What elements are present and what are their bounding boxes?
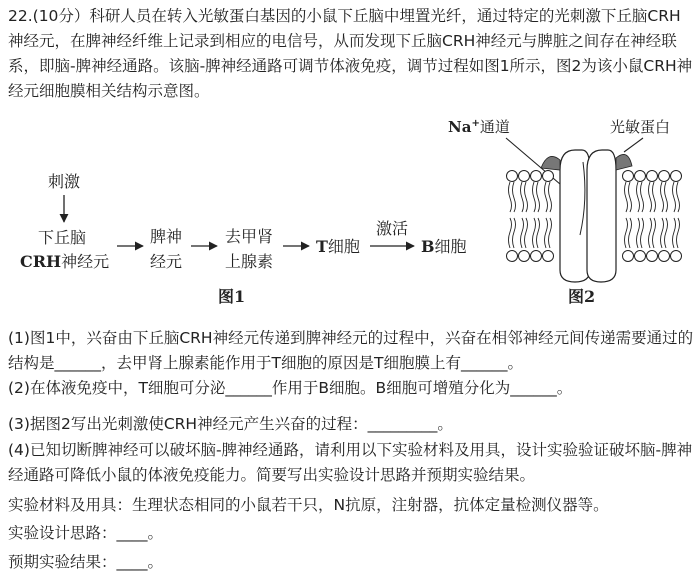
phospholipid-head-bottom (507, 251, 518, 262)
figure-2 (448, 118, 682, 306)
phospholipid-head-top (647, 171, 658, 182)
fig1-caption: 图1 (218, 287, 246, 306)
question-1: (1)图1中，兴奋由下丘脑CRH神经元传递到脾神经元的过程中，兴奋在相邻神经元间传递需要通过的结构是______，去甲肾上腺素能作用于T细胞的原因是T细胞膜上有______。 (8, 329, 694, 372)
fig2-na-channel-label (448, 118, 510, 136)
phospholipid-head-top (543, 171, 554, 182)
phospholipid-head-bottom (531, 251, 542, 262)
phospholipid-head-top (659, 171, 670, 182)
phospholipid-tail-top (545, 182, 552, 212)
phospholipid-tail-top (533, 182, 540, 212)
phospholipid-tail-bottom (545, 218, 552, 248)
fig1-node1-neuron: 神经元 (61, 252, 110, 271)
fig1-activate-label: 激活 (376, 219, 409, 238)
fig1-node2-line1: 脾神 (150, 227, 183, 246)
figures (0, 106, 700, 316)
phospholipid-tail-bottom (521, 218, 528, 248)
phospholipid-tail-bottom (661, 218, 668, 248)
phospholipid-head-bottom (647, 251, 658, 262)
phospholipid-head-top (671, 171, 682, 182)
fig1-node5-b: B (421, 237, 435, 256)
fig2-na-plus: + (471, 118, 480, 129)
light-sensitive-protein-right (616, 154, 632, 170)
materials-line: 实验材料及用具：生理状态相同的小鼠若干只，N抗原，注射器，抗体定量检测仪器等。 (8, 496, 609, 514)
question-3: (3)据图2写出光刺激使CRH神经元产生兴奋的过程：_________。 (8, 415, 453, 433)
fig1-node1-line2 (20, 252, 109, 271)
phospholipid-tail-bottom (625, 218, 632, 248)
phospholipid-tail-top (637, 182, 644, 212)
fig1-node4-cell: 细胞 (327, 237, 360, 256)
phospholipid-head-top (531, 171, 542, 182)
fig1-node4-t: T (316, 237, 328, 256)
phospholipid-tail-top (625, 182, 632, 212)
figure-1 (20, 172, 467, 306)
na-channel-protein (560, 150, 616, 282)
phospholipid-head-top (635, 171, 646, 182)
fig1-node2-line2: 经元 (150, 252, 183, 271)
phospholipid-tail-top (661, 182, 668, 212)
phospholipid-head-top (507, 171, 518, 182)
phospholipid-head-bottom (659, 251, 670, 262)
question-4: (4)已知切断脾神经可以破坏脑-脾神经通路，请利用以下实验材料及用具，设计实验验证破坏脑-脾神经通路可降低小鼠的体液免疫能力。简要写出实验设计思路并预期实验结果。 (8, 441, 693, 484)
fig1-node1-line1: 下丘脑 (38, 228, 87, 247)
fig2-protein-pointer (624, 138, 643, 152)
fig2-protein-label: 光敏蛋白 (610, 118, 671, 136)
phospholipid-head-top (623, 171, 634, 182)
fig1-stimulus-label: 刺激 (48, 172, 81, 191)
phospholipid-tail-bottom (637, 218, 644, 248)
fig1-node3-line1: 去甲肾 (225, 227, 274, 246)
light-sensitive-protein-left (541, 156, 560, 170)
fig1-node1-crh: CRH (20, 252, 62, 271)
phospholipid-head-bottom (635, 251, 646, 262)
phospholipid-tail-bottom (509, 218, 516, 248)
phospholipid-tail-top (509, 182, 516, 212)
phospholipid-head-bottom (519, 251, 530, 262)
fig2-channel: 通道 (479, 118, 510, 136)
fig1-node3-line2: 上腺素 (225, 252, 274, 271)
fig1-node4 (316, 237, 360, 256)
phospholipid-tail-top (521, 182, 528, 212)
fig1-node5 (421, 237, 467, 256)
fig2-caption: 图2 (568, 287, 596, 306)
question-intro: 22.(10分）科研人员在转入光敏蛋白基因的小鼠下丘脑中埋置光纤，通过特定的光刺激下丘脑CRH神经元，在脾神经纤维上记录到相应的电信号，从而发现下丘脑CRH神经元与脾脏之间存在神经联系，即脑-脾神经通路。该脑-脾神经通路可调节体液免疫，调节过程如图1所示，图2为该小鼠CRH神经元细胞膜相关结构示意图。 (8, 7, 693, 100)
phospholipid-tail-bottom (649, 218, 656, 248)
design-line: 实验设计思路：____。 (8, 524, 164, 542)
fig1-node5-cell: 细胞 (434, 237, 467, 256)
phospholipid-tail-top (673, 182, 680, 212)
fig2-na: Na (448, 118, 472, 136)
phospholipid-head-bottom (623, 251, 634, 262)
phospholipid-tail-top (649, 182, 656, 212)
phospholipid-head-bottom (671, 251, 682, 262)
phospholipid-tail-bottom (533, 218, 540, 248)
phospholipid-head-bottom (543, 251, 554, 262)
phospholipid-tail-bottom (673, 218, 680, 248)
result-line: 预期实验结果：____。 (8, 553, 164, 571)
question-2: (2)在体液免疫中，T细胞可分泌______作用于B细胞。B细胞可增殖分化为______。 (8, 379, 573, 397)
phospholipid-head-top (519, 171, 530, 182)
